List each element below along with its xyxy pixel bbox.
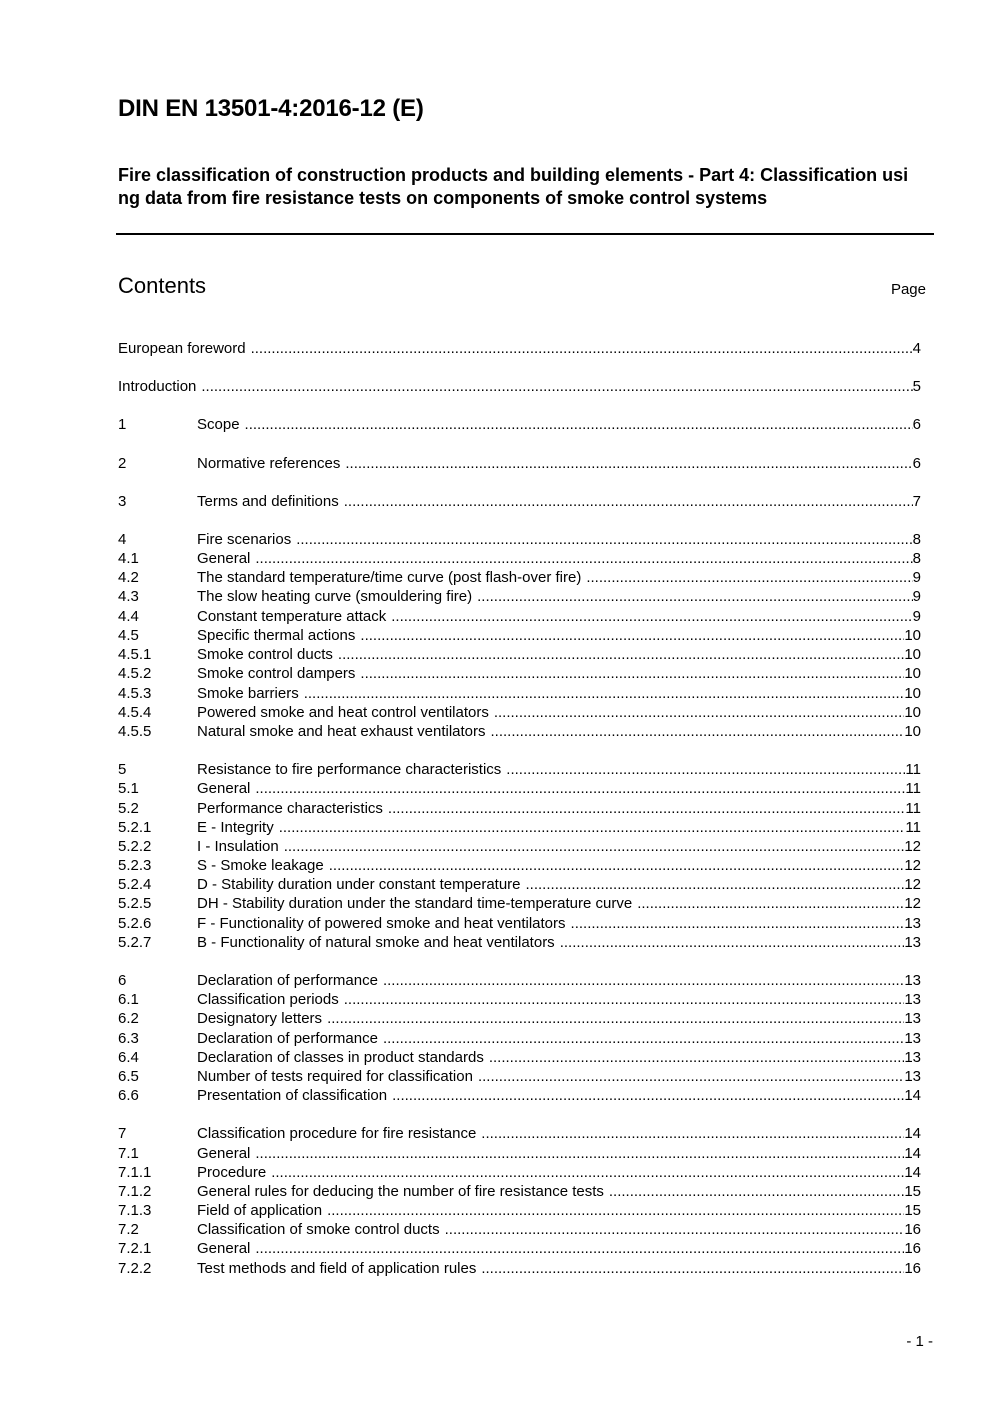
toc-entry-title: European foreword [118, 340, 246, 357]
toc-entry-number: 4.1 [118, 550, 139, 567]
toc-entry-line [197, 990, 921, 1009]
toc-entry-number: 7.1 [118, 1145, 139, 1162]
toc-entry-page: 13 [904, 934, 921, 951]
toc-entry-number: 4.2 [118, 569, 139, 586]
toc-entry-number: 4.5.1 [118, 646, 152, 663]
toc-entry-title: General [197, 1145, 251, 1162]
toc-entry-line [197, 760, 921, 779]
toc-entry-number: 4.3 [118, 588, 139, 605]
toc-entry-number: 5.2.1 [118, 819, 152, 836]
toc-entry-title: General [197, 550, 251, 567]
toc-entry-number: 4.5 [118, 627, 139, 644]
toc-entry-title: Introduction [118, 378, 197, 395]
toc-entry-title: Presentation of classification [197, 1087, 388, 1104]
toc-entry[interactable] [118, 377, 921, 396]
toc-entry-title: Designatory letters [197, 1010, 323, 1027]
toc-entry-line [197, 549, 921, 568]
toc-entry-page: 12 [904, 838, 921, 855]
toc-entry-line [197, 779, 921, 798]
toc-dot-leader [491, 722, 905, 741]
toc-entry[interactable] [118, 875, 921, 894]
toc-entry-title: Classification periods [197, 991, 339, 1008]
toc-entry-page: 9 [912, 569, 921, 586]
toc-dot-leader [586, 568, 912, 587]
toc-dot-leader [271, 1163, 904, 1182]
toc-entry-title: B - Functionality of natural smoke and heat ventilators [197, 934, 555, 951]
toc-entry[interactable] [118, 607, 921, 626]
toc-dot-leader [388, 799, 906, 818]
toc-entry[interactable] [118, 837, 921, 856]
toc-entry-title: DH - Stability duration under the standard time-temperature curve [197, 895, 633, 912]
toc-dot-leader [609, 1182, 904, 1201]
toc-entry-line [197, 587, 921, 606]
toc-entry-page: 10 [904, 627, 921, 644]
toc-entry-title: Declaration of performance [197, 1030, 378, 1047]
toc-entry-page: 12 [904, 895, 921, 912]
toc-dot-leader [477, 587, 913, 606]
toc-entry-line [197, 492, 921, 511]
toc-entry-page: 8 [912, 550, 921, 567]
toc-entry-page: 6 [912, 455, 921, 472]
toc-entry-title: General rules for deducing the number of fire resistance tests [197, 1183, 604, 1200]
toc-entry-title: Declaration of performance [197, 972, 378, 989]
toc-entry-line [197, 1144, 921, 1163]
toc-entry-page: 5 [912, 378, 921, 395]
toc-entry-page: 12 [904, 857, 921, 874]
toc-entry[interactable] [118, 1086, 921, 1105]
toc-entry-title: The standard temperature/time curve (post flash-over fire) [197, 569, 582, 586]
toc-dot-leader [478, 1067, 904, 1086]
toc-entry-line [118, 339, 921, 358]
toc-entry[interactable] [118, 1124, 921, 1143]
toc-entry-page: 13 [904, 915, 921, 932]
toc-entry-title: S - Smoke leakage [197, 857, 324, 874]
toc-entry[interactable] [118, 1201, 921, 1220]
toc-entry-title: Fire scenarios [197, 531, 292, 548]
toc-entry-title: Specific thermal actions [197, 627, 356, 644]
toc-dot-leader [571, 914, 905, 933]
toc-dot-leader [284, 837, 905, 856]
toc-entry-number: 7.2.2 [118, 1260, 152, 1277]
toc-entry-number: 1 [118, 416, 127, 433]
toc-entry-title: Terms and definitions [197, 493, 339, 510]
toc-entry-line [197, 1259, 921, 1278]
toc-entry[interactable] [118, 587, 921, 606]
toc-entry-number: 7.1.2 [118, 1183, 152, 1200]
toc-dot-leader [279, 818, 906, 837]
page-number: - 1 - [906, 1333, 933, 1350]
toc-entry-title: Performance characteristics [197, 800, 383, 817]
toc-entry-title: Test methods and field of application rules [197, 1260, 477, 1277]
toc-dot-leader [445, 1220, 905, 1239]
toc-entry-line [197, 1009, 921, 1028]
toc-entry-line [197, 1220, 921, 1239]
toc-entry-number: 7.1.3 [118, 1202, 152, 1219]
toc-dot-leader [329, 856, 905, 875]
page-column-heading: Page [890, 281, 926, 298]
toc-entry-title: General [197, 1240, 251, 1257]
toc-entry-page: 16 [904, 1240, 921, 1257]
toc-entry-number: 6.2 [118, 1010, 139, 1027]
toc-dot-leader [526, 875, 905, 894]
toc-entry-line [197, 1182, 921, 1201]
toc-dot-leader [296, 530, 912, 549]
toc-entry[interactable] [118, 339, 921, 358]
toc-entry-page: 11 [905, 761, 921, 778]
toc-entry-page: 16 [904, 1221, 921, 1238]
toc-entry-number: 6 [118, 972, 127, 989]
toc-entry-line [197, 914, 921, 933]
toc-entry[interactable] [118, 933, 921, 952]
toc-entry-title: Scope [197, 416, 240, 433]
toc-entry-number: 5.2.7 [118, 934, 152, 951]
toc-entry-title: Constant temperature attack [197, 608, 387, 625]
toc-entry-number: 5.2.3 [118, 857, 152, 874]
toc-entry-title: Classification of smoke control ducts [197, 1221, 440, 1238]
toc-entry-page: 15 [904, 1202, 921, 1219]
toc-entry[interactable] [118, 914, 921, 933]
toc-dot-leader [489, 1048, 904, 1067]
toc-entry-line [197, 1239, 921, 1258]
toc-entry[interactable] [118, 1144, 921, 1163]
toc-entry-line [197, 1201, 921, 1220]
document-title: Fire classification of construction products and building elements - Part 4: Classification using data from fire resistance tests on components of smoke control systems [118, 165, 909, 208]
title-divider [116, 233, 934, 235]
toc-entry-line [197, 856, 921, 875]
contents-heading: Contents [118, 273, 207, 298]
toc-entry-line [197, 684, 921, 703]
toc-dot-leader [383, 1029, 904, 1048]
toc-entry[interactable] [118, 530, 921, 549]
toc-entry-line [197, 1163, 921, 1182]
toc-entry-line [197, 1067, 921, 1086]
toc-entry-number: 5.2.4 [118, 876, 152, 893]
toc-entry[interactable] [118, 1259, 921, 1278]
toc-entry-line [197, 607, 921, 626]
toc-entry-page: 9 [912, 608, 921, 625]
toc-entry-line [197, 875, 921, 894]
toc-entry[interactable] [118, 415, 921, 434]
toc-entry[interactable] [118, 684, 921, 703]
toc-dot-leader [360, 664, 904, 683]
toc-entry-number: 5.2.6 [118, 915, 152, 932]
toc-entry-line [197, 1124, 921, 1143]
toc-entry[interactable] [118, 645, 921, 664]
toc-entry-title: Resistance to fire performance characteristics [197, 761, 502, 778]
toc-entry-page: 13 [904, 1030, 921, 1047]
toc-entry-line [197, 703, 921, 722]
toc-entry-title: Procedure [197, 1164, 267, 1181]
toc-entry-page: 10 [904, 646, 921, 663]
toc-entry-line [197, 530, 921, 549]
toc-entry-number: 7.1.1 [118, 1164, 152, 1181]
toc-entry-title: Field of application [197, 1202, 323, 1219]
toc-entry-page: 11 [905, 819, 921, 836]
toc-entry-number: 5 [118, 761, 127, 778]
toc-entry-title: I - Insulation [197, 838, 279, 855]
toc-entry-line [197, 664, 921, 683]
toc-entry-number: 5.2.5 [118, 895, 152, 912]
toc-entry-number: 3 [118, 493, 127, 510]
toc-dot-leader [391, 607, 912, 626]
toc-entry-number: 5.1 [118, 780, 139, 797]
toc-entry-title: Smoke control dampers [197, 665, 356, 682]
toc-entry-number: 4.4 [118, 608, 139, 625]
toc-entry[interactable] [118, 990, 921, 1009]
toc-entry[interactable] [118, 856, 921, 875]
toc-entry-title: Smoke barriers [197, 685, 299, 702]
toc-dot-leader [327, 1201, 904, 1220]
toc-entry[interactable] [118, 1220, 921, 1239]
toc-entry-title: F - Functionality of powered smoke and heat ventilators [197, 915, 566, 932]
toc-entry-number: 5.2.2 [118, 838, 152, 855]
toc-entry[interactable] [118, 799, 921, 818]
toc-entry[interactable] [118, 894, 921, 913]
toc-entry-number: 2 [118, 455, 127, 472]
toc-entry-line [197, 454, 921, 473]
toc-entry-title: D - Stability duration under constant temperature [197, 876, 521, 893]
toc-entry-line [197, 933, 921, 952]
toc-dot-leader [255, 549, 912, 568]
toc-dot-leader [344, 492, 913, 511]
toc-entry-number: 5.2 [118, 800, 139, 817]
toc-entry-line [197, 415, 921, 434]
toc-entry[interactable] [118, 1009, 921, 1028]
toc-entry-line [197, 818, 921, 837]
toc-entry-number: 4.5.3 [118, 685, 152, 702]
toc-entry-line [197, 837, 921, 856]
toc-entry-number: 4.5.5 [118, 723, 152, 740]
toc-entry-page: 10 [904, 665, 921, 682]
toc-dot-leader [344, 990, 905, 1009]
toc-entry[interactable] [118, 760, 921, 779]
toc-entry[interactable] [118, 722, 921, 741]
toc-entry[interactable] [118, 1067, 921, 1086]
toc-entry[interactable] [118, 626, 921, 645]
toc-dot-leader [251, 339, 913, 358]
toc-entry-page: 13 [904, 1049, 921, 1066]
toc-entry-page: 8 [912, 531, 921, 548]
toc-entry-title: Natural smoke and heat exhaust ventilators [197, 723, 486, 740]
toc-entry-title: General [197, 780, 251, 797]
toc-entry-title: Declaration of classes in product standards [197, 1049, 484, 1066]
toc-entry-number: 6.5 [118, 1068, 139, 1085]
toc-entry[interactable] [118, 1163, 921, 1182]
toc-entry-page: 9 [912, 588, 921, 605]
toc-entry[interactable] [118, 703, 921, 722]
toc-entry-line [197, 799, 921, 818]
toc-entry[interactable] [118, 549, 921, 568]
toc-entry[interactable] [118, 1048, 921, 1067]
toc-dot-leader [481, 1124, 904, 1143]
toc-entry-page: 6 [912, 416, 921, 433]
toc-dot-leader [201, 377, 912, 396]
toc-entry-line [197, 568, 921, 587]
toc-entry-line [197, 1029, 921, 1048]
toc-entry-page: 12 [904, 876, 921, 893]
toc-entry-number: 6.4 [118, 1049, 139, 1066]
toc-dot-leader [327, 1009, 904, 1028]
toc-dot-leader [637, 894, 904, 913]
toc-entry-page: 13 [904, 991, 921, 1008]
toc-entry-line [197, 626, 921, 645]
toc-entry[interactable] [118, 971, 921, 990]
toc-entry-line [197, 971, 921, 990]
toc-dot-leader [255, 1239, 904, 1258]
toc-entry-title: Powered smoke and heat control ventilators [197, 704, 489, 721]
toc-dot-leader [255, 1144, 904, 1163]
toc-entry-line [197, 722, 921, 741]
toc-entry-line [197, 1086, 921, 1105]
toc-entry[interactable] [118, 492, 921, 511]
toc-entry-line [118, 377, 921, 396]
toc-dot-leader [494, 703, 904, 722]
toc-entry[interactable] [118, 818, 921, 837]
toc-dot-leader [345, 454, 912, 473]
toc-dot-leader [255, 779, 905, 798]
toc-entry-number: 7.2.1 [118, 1240, 152, 1257]
toc-entry-line [197, 645, 921, 664]
toc-entry-number: 4.5.4 [118, 704, 152, 721]
toc-entry[interactable] [118, 454, 921, 473]
toc-dot-leader [338, 645, 904, 664]
toc-dot-leader [360, 626, 904, 645]
toc-dot-leader [506, 760, 905, 779]
toc-entry[interactable] [118, 664, 921, 683]
toc-entry-title: Normative references [197, 455, 341, 472]
toc-entry-title: E - Integrity [197, 819, 274, 836]
toc-entry-number: 7.2 [118, 1221, 139, 1238]
toc-entry-page: 10 [904, 723, 921, 740]
toc-entry-page: 13 [904, 972, 921, 989]
toc-entry[interactable] [118, 1182, 921, 1201]
toc-entry-page: 11 [905, 800, 921, 817]
toc-entry-page: 10 [904, 704, 921, 721]
toc-entry-line [197, 894, 921, 913]
toc-entry-line [197, 1048, 921, 1067]
toc-entry-page: 13 [904, 1068, 921, 1085]
toc-entry[interactable] [118, 779, 921, 798]
toc-entry-title: Smoke control ducts [197, 646, 333, 663]
toc-entry[interactable] [118, 1239, 921, 1258]
toc-entry-number: 6.1 [118, 991, 139, 1008]
toc-entry-page: 16 [904, 1260, 921, 1277]
toc-entry-page: 13 [904, 1010, 921, 1027]
toc-entry-page: 10 [904, 685, 921, 702]
toc-entry-page: 14 [904, 1145, 921, 1162]
toc-entry-page: 15 [904, 1183, 921, 1200]
toc-entry-title: Classification procedure for fire resistance [197, 1125, 477, 1142]
toc-entry-number: 7 [118, 1125, 127, 1142]
document-identifier: DIN EN 13501-4:2016-12 (E) [118, 95, 424, 122]
toc-entry-page: 4 [912, 340, 921, 357]
toc-entry-page: 14 [904, 1087, 921, 1104]
toc-entry-title: Number of tests required for classification [197, 1068, 473, 1085]
toc-entry[interactable] [118, 1029, 921, 1048]
toc-entry-page: 14 [904, 1125, 921, 1142]
toc-entry-number: 4 [118, 531, 127, 548]
toc-dot-leader [383, 971, 904, 990]
toc-dot-leader [304, 684, 905, 703]
toc-dot-leader [245, 415, 913, 434]
toc-dot-leader [560, 933, 905, 952]
toc-entry-page: 14 [904, 1164, 921, 1181]
toc-entry-page: 11 [905, 780, 921, 797]
toc-entry-number: 6.6 [118, 1087, 139, 1104]
toc-entry-number: 4.5.2 [118, 665, 152, 682]
toc-entry-title: The slow heating curve (smouldering fire) [197, 588, 473, 605]
toc-entry-page: 7 [912, 493, 921, 510]
toc-entry-number: 6.3 [118, 1030, 139, 1047]
toc-dot-leader [392, 1086, 904, 1105]
toc-dot-leader [481, 1259, 904, 1278]
toc-entry[interactable] [118, 568, 921, 587]
